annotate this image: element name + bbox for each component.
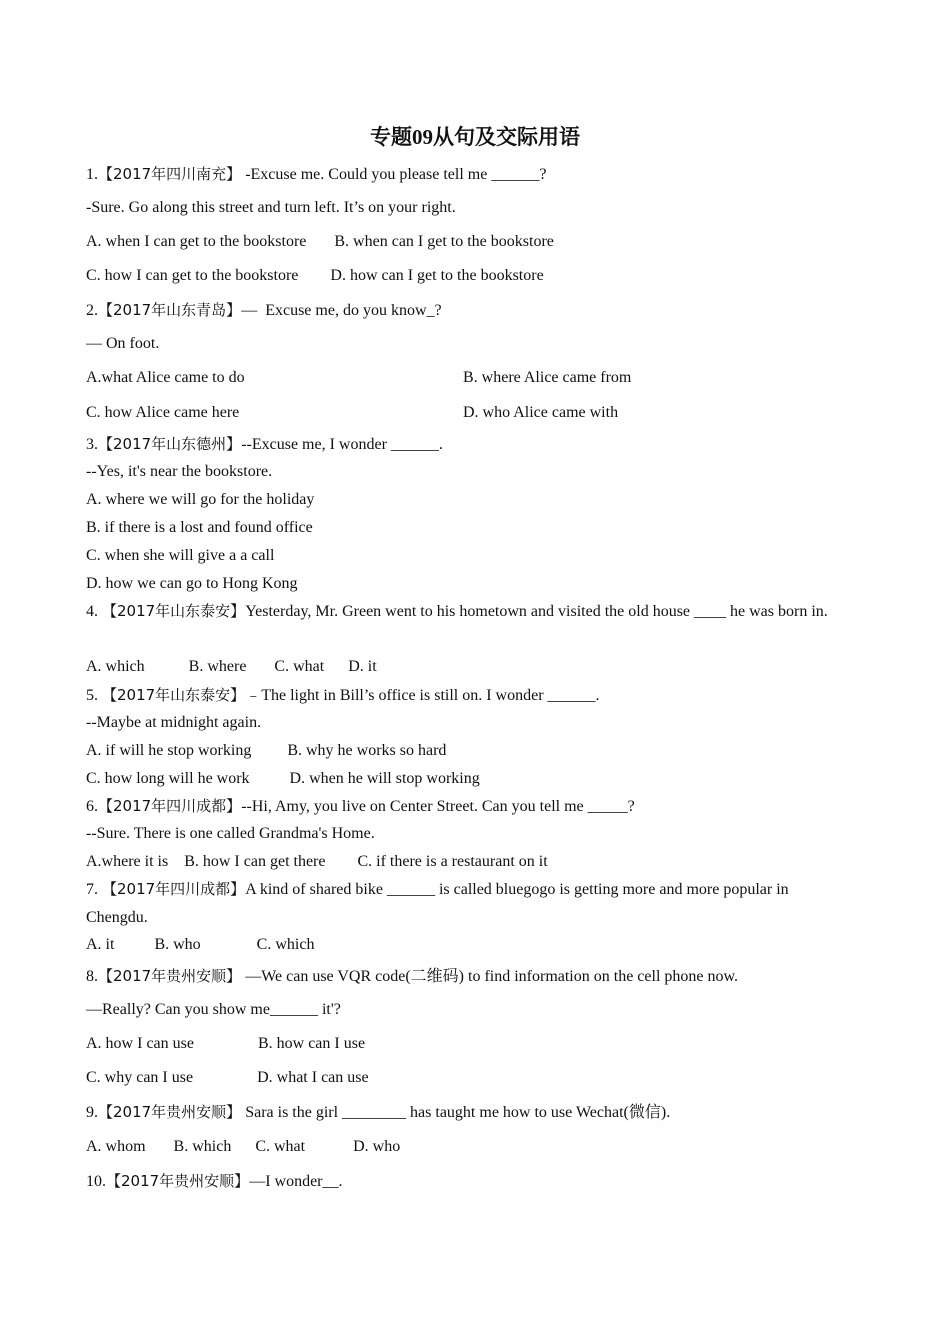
question-number: 9. (86, 1104, 98, 1121)
question-number: 2. (86, 302, 98, 319)
question-5-options-row-2: C. how long will he work D. when he will stop working (86, 770, 480, 787)
question-number: 1. (86, 166, 98, 183)
question-number: 5. (86, 687, 102, 704)
question-text: Sara is the girl ________ has taught me how to use Wechat(微信). (241, 1104, 671, 1121)
question-2-reply: — On foot. (86, 335, 160, 352)
question-4-stem (86, 597, 854, 626)
question-8-reply: —Really? Can you show me______ it'? (86, 1001, 341, 1018)
question-8-stem (86, 965, 738, 988)
question-3-option-b: B. if there is a lost and found office (86, 519, 313, 536)
question-text: A kind of shared bike ______ is called bluegogo is getting more and more popular in Chengdu. (86, 881, 789, 926)
question-source: 【2017年四川成都】 (102, 880, 246, 898)
question-text: --Hi, Amy, you live on Center Street. Can you tell me _____? (241, 798, 635, 815)
question-3-option-d: D. how we can go to Hong Kong (86, 575, 298, 592)
question-text: — Excuse me, do you know_? (241, 302, 442, 319)
question-source: 【2017年山东青岛】 (98, 301, 242, 319)
question-2-option-b: B. where Alice came from (463, 369, 632, 386)
question-number: 3. (86, 436, 98, 453)
question-5-options-row-1: A. if will he stop working B. why he works so hard (86, 742, 447, 759)
question-5-reply: --Maybe at midnight again. (86, 714, 262, 731)
question-text: Yesterday, Mr. Green went to his hometown and visited the old house ____ he was born in. (245, 603, 828, 620)
question-text: --Excuse me, I wonder ______. (241, 436, 443, 453)
question-source: 【2017年山东泰安】 (102, 686, 246, 704)
question-6-stem (86, 795, 635, 818)
question-number: 8. (86, 968, 98, 985)
page-title: 专题09从句及交际用语 (370, 125, 580, 149)
question-number: 10. (86, 1173, 106, 1190)
question-3-reply: --Yes, it's near the bookstore. (86, 463, 273, 480)
question-1-options-row-1: A. when I can get to the bookstore B. when can I get to the bookstore (86, 233, 554, 250)
question-3-option-c: C. when she will give a a call (86, 547, 275, 564)
question-number: 6. (86, 798, 98, 815)
question-source: 【2017年山东泰安】 (102, 602, 246, 620)
question-2-stem (86, 299, 442, 322)
question-number: 4. (86, 603, 102, 620)
question-4-options: A. which B. where C. what D. it (86, 658, 377, 675)
question-1-stem (86, 163, 546, 186)
question-source: 【2017年贵州安顺】 (106, 1172, 250, 1190)
question-9-options: A. whom B. which C. what D. who (86, 1138, 401, 1155)
question-text: —We can use VQR code(二维码) to find information on the cell phone now. (241, 968, 739, 985)
question-source: 【2017年四川南充】 (98, 165, 242, 183)
question-7-stem (86, 875, 854, 932)
question-source: 【2017年山东德州】 (98, 435, 242, 453)
question-10-stem (86, 1170, 343, 1193)
question-6-options: A.where it is B. how I can get there C. if there is a restaurant on it (86, 853, 548, 870)
question-7-options: A. it B. who C. which (86, 936, 315, 953)
question-text: —I wonder__. (249, 1173, 343, 1190)
question-8-options-row-1: A. how I can use B. how can I use (86, 1035, 366, 1052)
question-8-options-row-2: C. why can I use D. what I can use (86, 1069, 369, 1086)
question-1-reply: -Sure. Go along this street and turn left. It’s on your right. (86, 199, 456, 216)
question-text: ﹣The light in Bill’s office is still on. I wonder ______. (245, 687, 600, 704)
question-5-stem (86, 684, 600, 707)
question-6-reply: --Sure. There is one called Grandma's Home. (86, 825, 375, 842)
question-1-options-row-2: C. how I can get to the bookstore D. how can I get to the bookstore (86, 267, 544, 284)
question-source: 【2017年贵州安顺】 (98, 967, 242, 985)
question-3-stem (86, 433, 443, 456)
question-source: 【2017年贵州安顺】 (98, 1103, 242, 1121)
question-2-option-c: C. how Alice came here (86, 404, 240, 421)
question-text: -Excuse me. Could you please tell me ______? (241, 166, 547, 183)
question-source: 【2017年四川成都】 (98, 797, 242, 815)
question-2-option-a: A.what Alice came to do (86, 369, 245, 386)
question-9-stem (86, 1101, 670, 1124)
question-3-option-a: A. where we will go for the holiday (86, 491, 315, 508)
question-number: 7. (86, 881, 102, 898)
question-2-option-d: D. who Alice came with (463, 404, 619, 421)
